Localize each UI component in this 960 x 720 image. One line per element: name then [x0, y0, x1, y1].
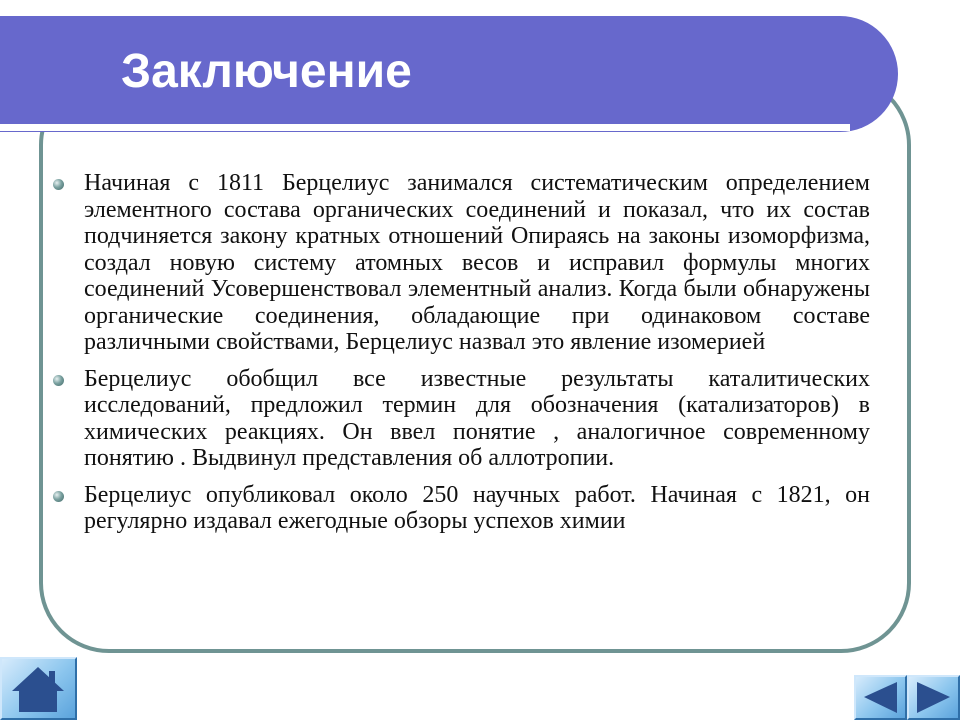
triangle-left-icon	[856, 677, 905, 718]
bullet-text: Начиная с 1811 Берцелиус занимался систематическим определением элементного состава органических соединений и показал, что их состав подчиняется закону кратных отношений Опираясь на законы изоморфизма, создал новую систему атомных весов и исправил формулы многих соединений Усовершенствовал элементный анализ. Когда были обнаружены органические соединения, обладающие при одинаковом составе различными свойствами, Берцелиус назвал это явление изомерией	[84, 170, 870, 355]
triangle-right-icon	[909, 677, 958, 718]
bullet-text: Берцелиус опубликовал около 250 научных работ. Начиная с 1821, он регулярно издавал ежегодные обзоры успехов химии	[84, 481, 870, 534]
title-underline	[0, 124, 850, 131]
bullet-item	[52, 482, 870, 535]
bullet-item	[52, 366, 870, 472]
home-icon	[2, 659, 75, 718]
slide-title: Заключение	[121, 45, 412, 98]
previous-slide-button[interactable]	[854, 675, 907, 720]
home-button[interactable]	[0, 657, 77, 720]
bullet-dot-icon	[53, 491, 64, 502]
bullet-dot-icon	[53, 179, 64, 190]
bullet-text: Берцелиус обобщил все известные результаты каталитических исследований, предложил термин для обозначения (катализаторов) в химических реакциях. Он ввел понятие , аналогичное современному понятию . Выдвинул представления об аллотропии.	[84, 365, 870, 471]
bullet-list	[52, 170, 870, 545]
bullet-item	[52, 170, 870, 356]
next-slide-button[interactable]	[907, 675, 960, 720]
bullet-dot-icon	[53, 375, 64, 386]
